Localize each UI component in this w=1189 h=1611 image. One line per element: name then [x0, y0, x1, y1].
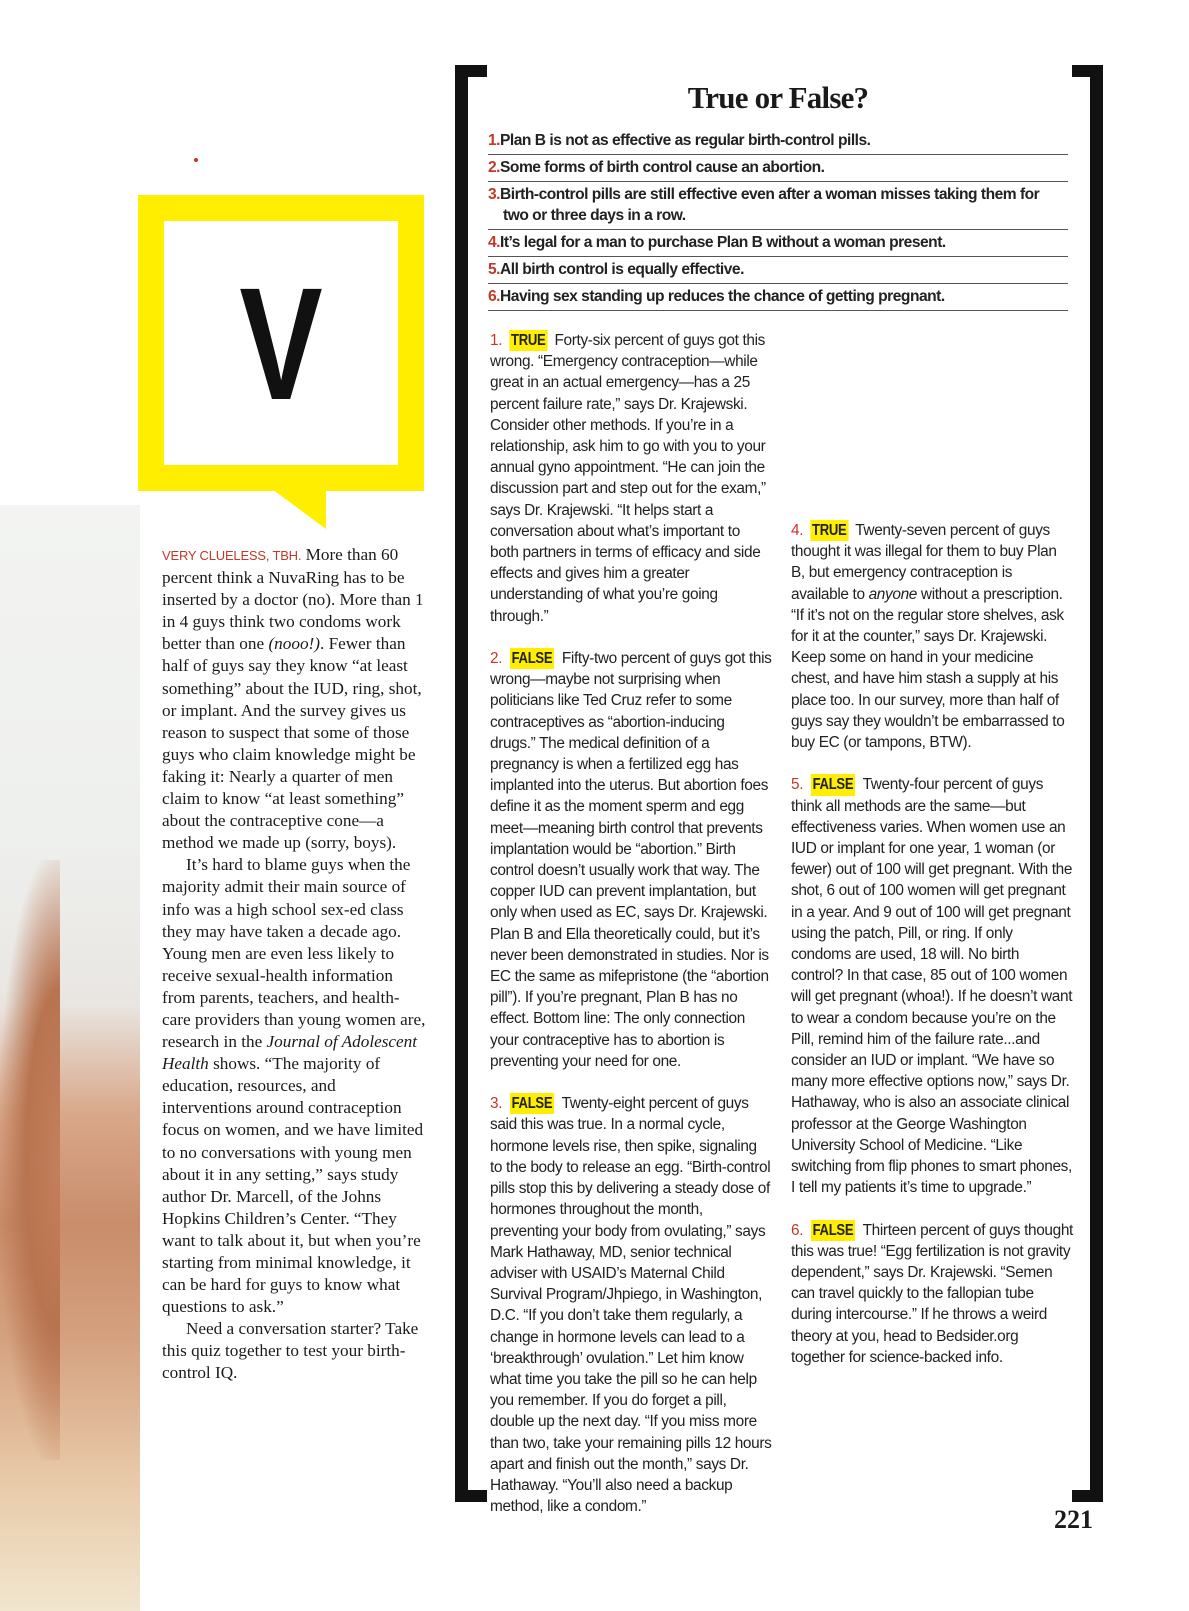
quiz-question: 3.Birth-control pills are still effective even after a woman misses taking them for two or three days in a row.	[488, 182, 1068, 230]
answers-column-1	[490, 330, 772, 1539]
sidebar-paragraph: VERY CLUELESS, TBH. More than 60 percent think a NuvaRing has to be inserted by a doctor (no). More than 1 in 4 guys think two condoms work better than one (nooo!). Fewer than half of guys say they know “at least something” about the IUD, ring, shot, or implant. And the survey gives us reason to suspect that some of those guys who claim knowledge might be faking it: Nearly a quarter of men claim to know “at least something” about the contraceptive cone—a method we made up (sorry, boys).	[162, 545, 424, 853]
sidebar-paragraph: It’s hard to blame guys when the majority admit their main source of info was a high school sex-ed class they may have taken a decade ago. Young men are even less likely to receive sexual-health information from parents, teachers, and health-care providers than young women are, research in the Journal of Adolescent Health shows. “The majority of education, resources, and interventions around contraception focus on women, and we have limited to no conversations with young men about it in any setting,” says study author Dr. Marcell, of the Johns Hopkins Children’s Center. “They want to talk about it, but when you’re starting from minimal knowledge, it can be hard for guys to know what questions to ask.”	[162, 855, 426, 1317]
answer-2: 2. FALSE Fifty-two percent of guys got this wrong—maybe not surprising when politicians like Ted Cruz refer to some contraceptives as “abortion-inducing drugs.” The medical definition of a pregnancy is when a fertilized egg has implanted into the uterus. But abortion foes define it as the moment sperm and egg meet—meaning birth control that prevents implantation would be “abortion.” Birth control doesn’t usually work that way. The copper IUD can prevent implantation, but only when used as EC, says Dr. Krajewski. Plan B and Ella theoretically could, but it’s never been demonstrated in studies. Nor is EC the same as mifepristone (the “abortion pill”). If you’re pregnant, Plan B has no effect. Bottom line: The only connection your contraceptive has to abortion is preventing your need for one.	[490, 650, 772, 1070]
hand-photo-detail	[0, 860, 60, 1460]
answer-badge: FALSE	[811, 774, 855, 795]
right-bracket	[1090, 65, 1103, 1502]
decorative-dot	[194, 158, 198, 162]
answer-5: 5. FALSE Twenty-four percent of guys think all methods are the same—but effectiveness varies. When women use an IUD or implant for one year, 1 woman (or fewer) out of 100 will get pregnant. With the shot, 6 out of 100 women will get pregnant in a year. And 9 out of 100 will get pregnant using the patch, Pill, or ring. If only condoms are used, 18 will. No birth control? In that case, 85 out of 100 women will get pregnant (whoa!). If he doesn’t want to wear a condom because you’re on the Pill, remind him of the failure rate...and consider an IUD or implant. “We have so many more effective options now,” says Dr. Hathaway, who is also an associate clinical professor at the George Washington University School of Medicine. “Like switching from flip phones to smart phones, I tell my patients it’s time to upgrade.”	[791, 776, 1073, 1197]
quiz-question: 1.Plan B is not as effective as regular birth-control pills.	[488, 128, 1068, 155]
answer-3: 3. FALSE Twenty-eight percent of guys said this was true. In a normal cycle, hormone levels rise, then spike, signaling to the body to release an egg. “Birth-control pills stop this by delivering a steady dose of hormones throughout the month, preventing your body from ovulating,” says Mark Hathaway, MD, senior technical adviser with USAID’s Maternal Child Survival Program/Jhpiego, in Washington, D.C. “If you don’t take them regularly, a change in hormone levels can lead to a ‘breakthrough’ ovulation.” Let him know what time you take the pill so he can help you remember. If you do forget a pill, double up the next day. “If you miss more than two, take your remaining pills 12 hours apart and finish out the month,” says Dr. Hathaway. “You’ll also need a backup method, like a condom.”	[490, 1095, 772, 1516]
left-bracket-bottom	[455, 1490, 487, 1502]
grade-speech-bubble	[138, 195, 424, 491]
quiz-question: 4.It’s legal for a man to purchase Plan B without a woman present.	[488, 230, 1068, 257]
answer-badge: FALSE	[510, 648, 554, 669]
answers-column-2	[791, 520, 1073, 1389]
speech-bubble-tail	[272, 489, 326, 529]
answer-6: 6. FALSE Thirteen percent of guys thought this was true! “Egg fertilization is not gravity dependent,” says Dr. Krajewski. “Semen can travel quickly to the fallopian tube during intercourse.” If he throws a weird theory at you, head to Bedsider.org together for science-backed info.	[791, 1221, 1073, 1366]
answer-1: 1. TRUE Forty-six percent of guys got this wrong. “Emergency contraception—while great in an actual emergency—has a 25 percent failure rate,” says Dr. Krajewski. Consider other methods. If you’re in a relationship, ask him to go with you to your annual gyno appointment. “He can join the discussion part and step out for the exam,” says Dr. Krajewski. “It helps start a conversation about what’s important to both partners in terms of efficacy and side effects and gives him a greater understanding of what you’re going through.”	[490, 332, 766, 625]
grade-letter: V	[239, 254, 323, 433]
sidebar-article	[162, 544, 428, 1385]
quiz-question: 2.Some forms of birth control cause an abortion.	[488, 155, 1068, 182]
left-bracket-top	[455, 65, 487, 77]
answer-badge: TRUE	[810, 520, 848, 541]
answer-badge: FALSE	[510, 1093, 554, 1114]
answer-4: 4. TRUE Twenty-seven percent of guys thought it was illegal for them to buy Plan B, but emergency contraception is available to anyone without a prescription. “If it’s not on the regular store shelves, ask for it at the counter,” says Dr. Krajewski. Keep some on hand in your medicine chest, and have him stash a supply at his place too. In our survey, more than half of guys say they wouldn’t be embarrassed to buy EC (or tampons, BTW).	[791, 522, 1065, 752]
quiz-title: True or False?	[687, 80, 869, 115]
left-bracket	[455, 65, 468, 1502]
answer-badge: FALSE	[811, 1220, 855, 1241]
quiz-question: 5.All birth control is equally effective.	[488, 257, 1068, 284]
quiz-questions	[488, 128, 1068, 311]
page-number: 221	[1054, 1505, 1093, 1534]
quiz-question: 6.Having sex standing up reduces the chance of getting pregnant.	[488, 284, 1068, 311]
right-bracket-bottom	[1072, 1490, 1103, 1502]
lead-in: VERY CLUELESS, TBH.	[162, 548, 302, 563]
answer-badge: TRUE	[509, 330, 547, 351]
right-bracket-top	[1072, 65, 1103, 77]
sidebar-paragraph: Need a conversation starter? Take this quiz together to test your birth-control IQ.	[162, 1319, 419, 1383]
